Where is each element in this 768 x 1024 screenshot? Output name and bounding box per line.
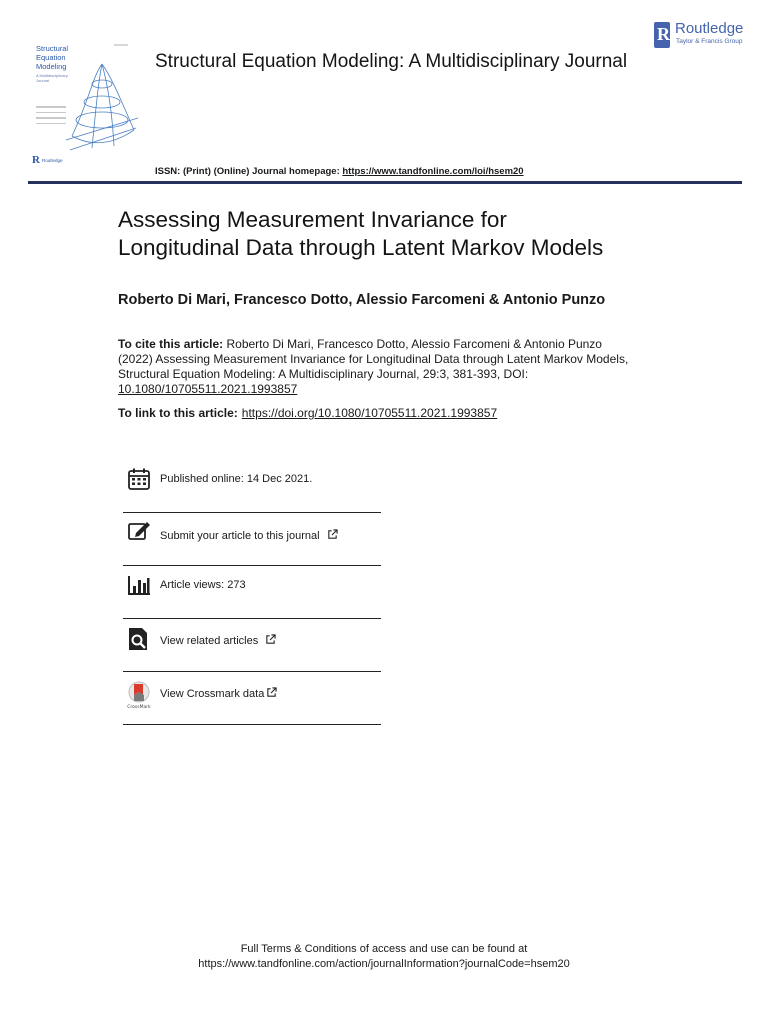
- row-divider: [123, 565, 381, 566]
- cover-decoration: [114, 44, 128, 46]
- issn-text: ISSN: (Print) (Online) Journal homepage:: [155, 166, 343, 177]
- row-divider: [123, 618, 381, 619]
- cover-wireframe-illustration: [62, 58, 140, 154]
- external-link-icon: [327, 529, 338, 540]
- footer-terms: [0, 942, 768, 972]
- publisher-name: Routledge: [675, 20, 744, 37]
- submit-article-text: Submit your article to this journal: [160, 530, 320, 542]
- crossmark-icon-label: CrossMark: [127, 705, 151, 709]
- cite-text: Roberto Di Mari, Francesco Dotto, Alessio Farcomeni & Antonio Punzo (2022) Assessing Measurement Invariance for Longitudinal Data through Latent Markov Models, Structural Equation Modeling: A Multidisciplinary Journal, 29:3, 381-393, DOI:: [118, 337, 629, 381]
- submit-article-link[interactable]: [160, 529, 338, 542]
- journal-cover-image: [30, 40, 142, 166]
- article-title-line-1: Assessing Measurement Invariance for: [118, 207, 507, 232]
- external-link-icon: [266, 687, 277, 698]
- footer-terms-text: Full Terms & Conditions of access and use can be found at: [240, 943, 528, 955]
- cover-title: Structural Equation Modeling: [36, 44, 69, 71]
- row-divider: [123, 512, 381, 513]
- calendar-icon: [127, 467, 151, 491]
- published-online-text: Published online: 14 Dec 2021.: [160, 473, 313, 485]
- cover-publisher-logo: R Routledge: [32, 154, 63, 166]
- article-title-line-2: Longitudinal Data through Latent Markov Models: [118, 235, 604, 260]
- cover-subtitle: A Multidisciplinary Journal: [36, 73, 68, 83]
- header-divider: [28, 181, 742, 184]
- journal-homepage-link[interactable]: https://www.tandfonline.com/loi/hsem20: [342, 166, 524, 177]
- article-views-text: Article views: 273: [160, 579, 246, 591]
- article-title: [118, 206, 698, 262]
- cite-doi-link[interactable]: 10.1080/10705511.2021.1993857: [118, 382, 298, 396]
- related-articles-link[interactable]: [160, 634, 276, 647]
- bar-chart-icon: [127, 574, 151, 598]
- footer-terms-link[interactable]: https://www.tandfonline.com/action/journalInformation?journalCode=hsem20: [198, 958, 570, 970]
- publisher-tagline: Taylor & Francis Group: [676, 38, 743, 45]
- article-authors: Roberto Di Mari, Francesco Dotto, Alessio Farcomeni & Antonio Punzo: [118, 292, 606, 308]
- related-articles-text: View related articles: [160, 635, 259, 647]
- article-doi-link[interactable]: https://doi.org/10.1080/10705511.2021.1993857: [241, 406, 498, 420]
- issn-line: [155, 166, 524, 177]
- article-link-block: [118, 406, 497, 420]
- external-link-icon: [265, 634, 276, 645]
- submit-article-row[interactable]: [123, 519, 381, 571]
- journal-title: Structural Equation Modeling: A Multidisciplinary Journal: [155, 51, 628, 72]
- crossmark-row[interactable]: [123, 681, 381, 733]
- citation-block: [118, 337, 638, 397]
- crossmark-link[interactable]: [160, 687, 277, 700]
- crossmark-text: View Crossmark data: [160, 688, 265, 700]
- row-divider: [123, 724, 381, 725]
- document-search-icon: [127, 627, 151, 651]
- crossmark-icon: [127, 681, 151, 709]
- routledge-r-icon: R: [654, 22, 670, 48]
- row-divider: [123, 671, 381, 672]
- cite-label: To cite this article:: [118, 337, 224, 351]
- cover-publisher-name: Routledge: [41, 157, 63, 163]
- link-label: To link to this article:: [118, 406, 238, 420]
- routledge-logo: [654, 20, 746, 50]
- edit-icon: [127, 519, 151, 543]
